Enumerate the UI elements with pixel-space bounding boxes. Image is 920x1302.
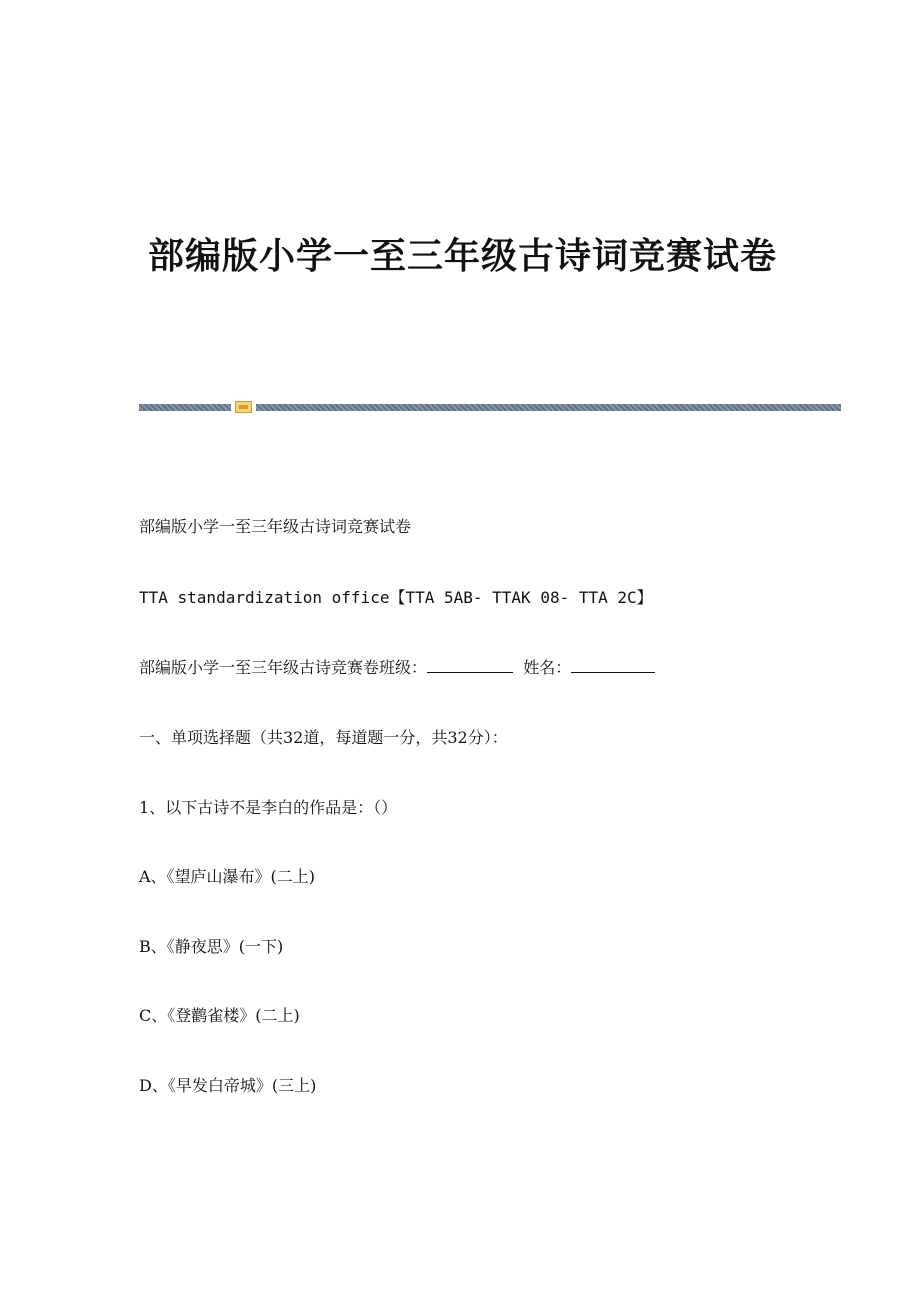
option-d: D、《早发白帝城》(三上) <box>139 1076 317 1095</box>
divider-bar-right <box>256 404 841 411</box>
option-a: A、《望庐山瀑布》(二上) <box>139 867 316 886</box>
document-title: 部编版小学一至三年级古诗词竞赛试卷 <box>148 236 778 277</box>
document-subtitle: 部编版小学一至三年级古诗词竞赛试卷 <box>139 517 412 536</box>
decorative-divider <box>139 401 841 413</box>
divider-bar-left <box>139 404 231 411</box>
office-code-line: TTA standardization office【TTA 5AB- TTAK 08- TTA 2C】 <box>139 588 653 607</box>
option-b: B、《静夜思》(一下) <box>139 937 284 956</box>
question-prompt: 1、以下古诗不是李白的作品是：（） <box>139 798 398 817</box>
divider-emblem-icon <box>235 401 252 413</box>
option-c: C、《登鹳雀楼》(二上) <box>139 1006 300 1025</box>
class-label: 部编版小学一至三年级古诗竞赛卷班级： <box>139 658 428 677</box>
name-blank <box>571 657 655 673</box>
section-heading: 一、单项选择题（共32道，每道题一分，共32分）： <box>139 728 508 747</box>
name-label: 姓名： <box>523 658 572 677</box>
class-name-line <box>139 655 655 678</box>
class-blank <box>427 657 513 673</box>
